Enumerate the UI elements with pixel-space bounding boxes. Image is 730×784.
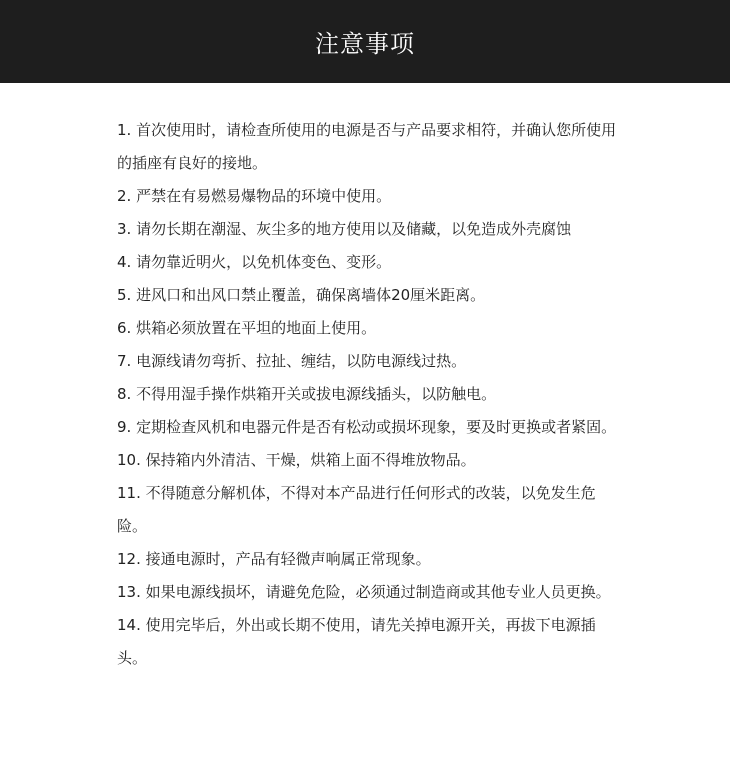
note-item-2: 2. 严禁在有易燃易爆物品的环境中使用。 xyxy=(117,187,392,205)
page-title: 注意事项 xyxy=(315,30,415,58)
notes-list xyxy=(117,114,622,675)
note-item-7: 7. 电源线请勿弯折、拉扯、缠结，以防电源线过热。 xyxy=(117,352,467,370)
note-item-3: 3. 请勿长期在潮湿、灰尘多的地方使用以及储藏，以免造成外壳腐蚀 xyxy=(117,220,572,238)
note-item-8: 8. 不得用湿手操作烘箱开关或拔电源线插头，以防触电。 xyxy=(117,385,497,403)
note-item-14: 14. 使用完毕后，外出或长期不使用，请先关掉电源开关，再拔下电源插头。 xyxy=(117,616,596,667)
header-bar xyxy=(0,0,730,83)
note-item-11: 11. 不得随意分解机体，不得对本产品进行任何形式的改装，以免发生危险。 xyxy=(117,484,596,535)
note-item-1: 1. 首次使用时，请检查所使用的电源是否与产品要求相符，并确认您所使用的插座有良好的接地。 xyxy=(117,121,617,172)
note-item-13: 13. 如果电源线损坏，请避免危险，必须通过制造商或其他专业人员更换。 xyxy=(117,583,611,601)
note-item-10: 10. 保持箱内外清洁、干燥，烘箱上面不得堆放物品。 xyxy=(117,451,476,469)
note-item-4: 4. 请勿靠近明火，以免机体变色、变形。 xyxy=(117,253,392,271)
note-item-6: 6. 烘箱必须放置在平坦的地面上使用。 xyxy=(117,319,377,337)
note-item-5: 5. 进风口和出风口禁止覆盖，确保离墙体20厘米距离。 xyxy=(117,286,486,304)
note-item-12: 12. 接通电源时，产品有轻微声响属正常现象。 xyxy=(117,550,431,568)
note-item-9: 9. 定期检查风机和电器元件是否有松动或损坏现象，要及时更换或者紧固。 xyxy=(117,418,617,436)
